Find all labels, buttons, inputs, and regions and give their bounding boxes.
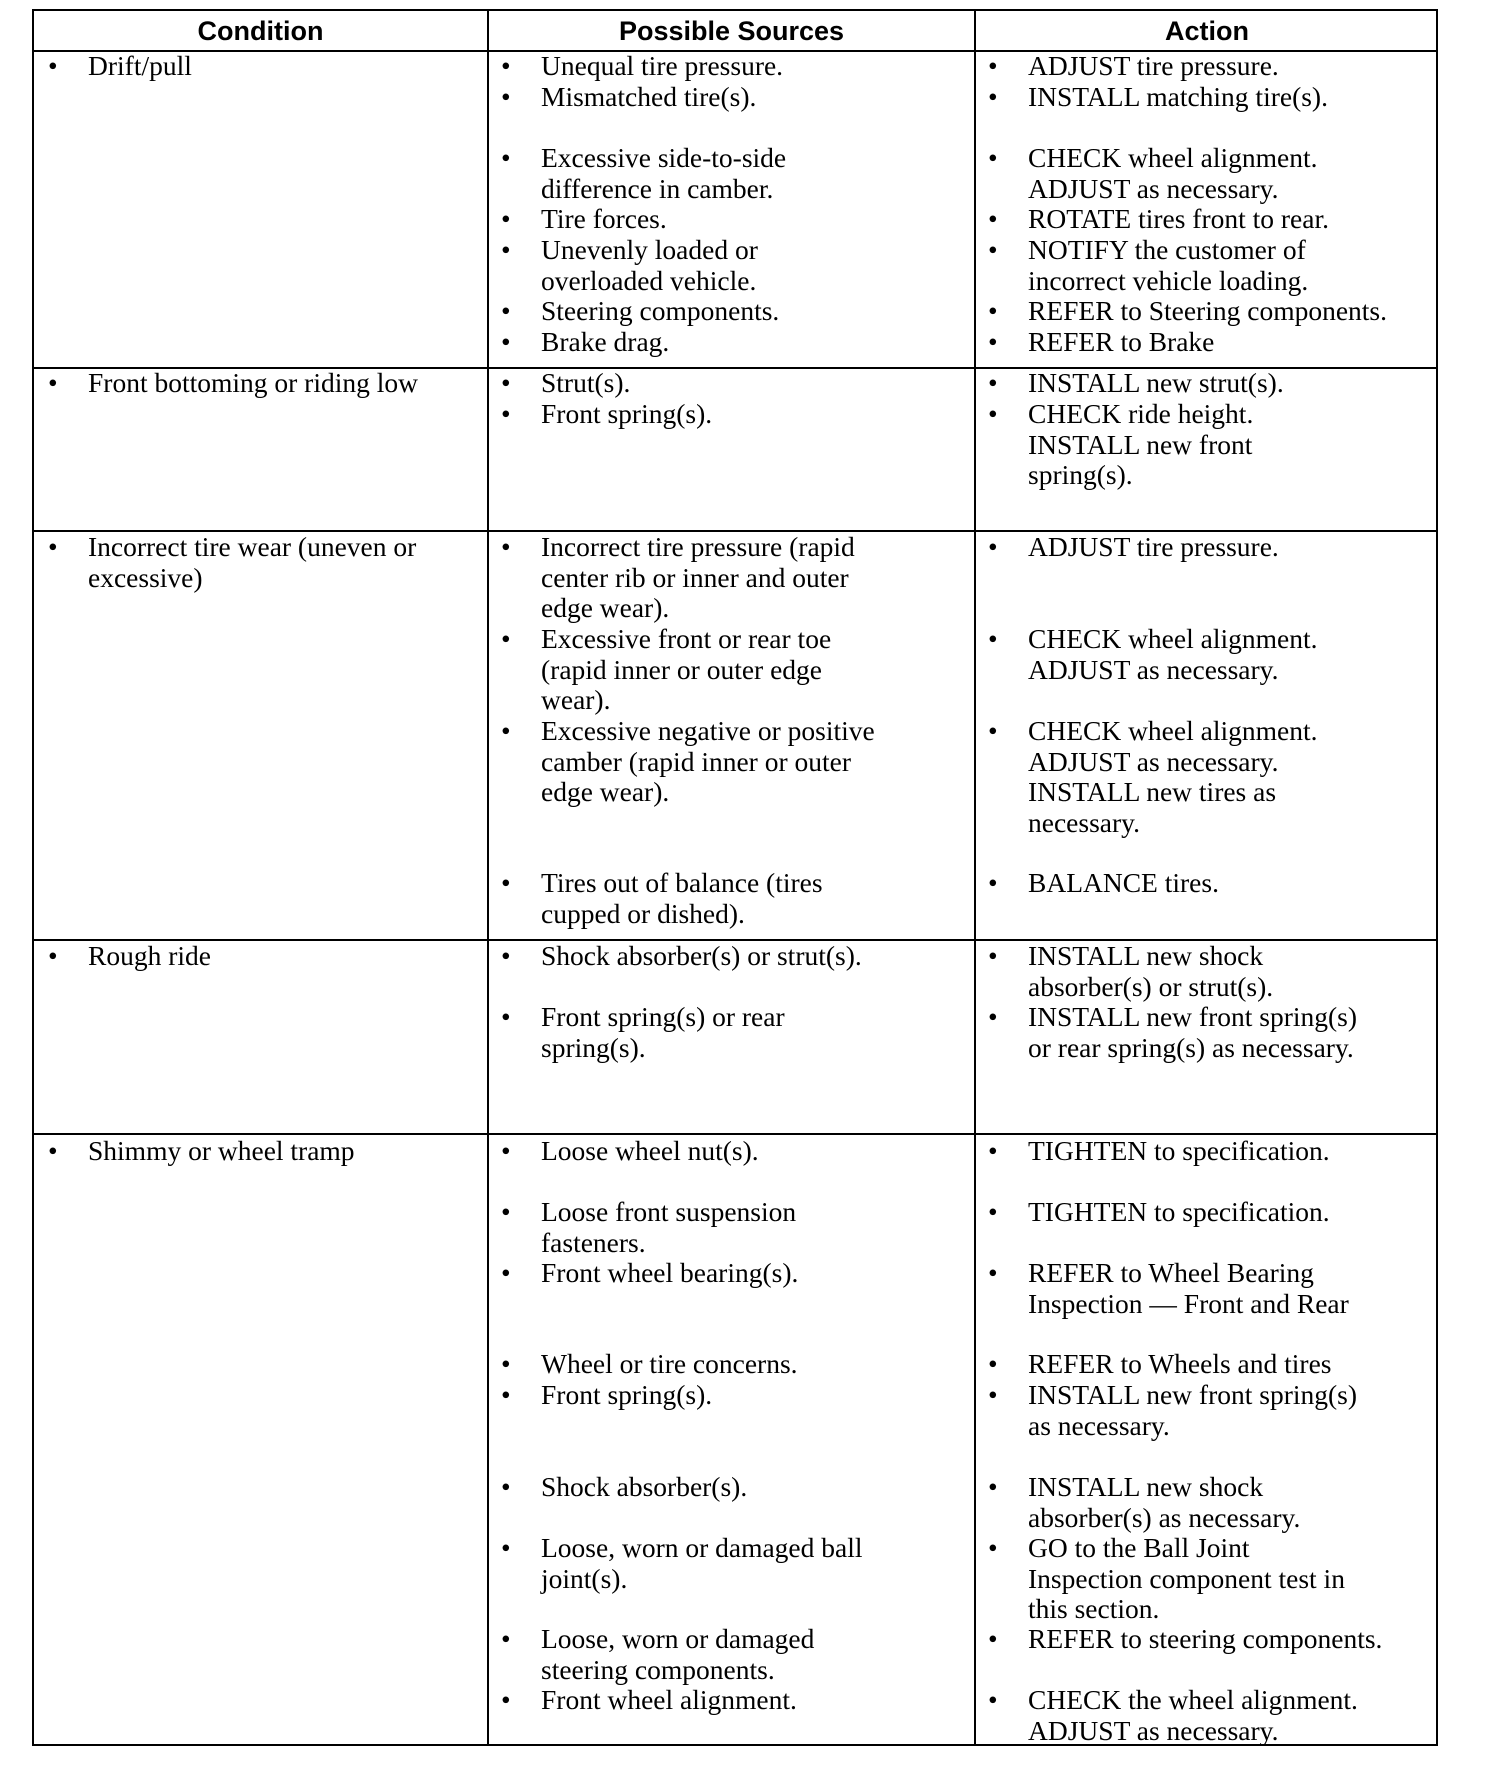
bullet: • <box>501 867 511 898</box>
bullet: • <box>501 1471 511 1502</box>
bullet: • <box>988 1348 998 1379</box>
bullet: • <box>988 1471 998 1502</box>
action-item <box>988 1533 1438 1625</box>
condition-item-text: Drift/pull <box>88 50 192 81</box>
source-item-text: Front spring(s) or rear spring(s). <box>541 1001 785 1063</box>
bullet: • <box>501 940 511 971</box>
bullet: • <box>988 1623 998 1654</box>
action-item-text: INSTALL new front spring(s) or rear spring(s) as necessary. <box>1028 1001 1358 1063</box>
bullet: • <box>501 1135 511 1166</box>
source-item <box>501 327 971 358</box>
bullet: • <box>501 1001 511 1032</box>
action-item <box>988 143 1438 204</box>
source-item-text: Front spring(s). <box>541 398 713 429</box>
source-item-text: Excessive side-to-side difference in camber. <box>541 142 787 204</box>
source-item-text: Strut(s). <box>541 367 631 398</box>
source-item-text: Shock absorber(s) or strut(s). <box>541 940 862 971</box>
action-item-text: INSTALL new strut(s). <box>1028 367 1284 398</box>
bullet: • <box>501 50 511 81</box>
source-item <box>501 868 971 929</box>
action-item <box>988 868 1438 899</box>
source-item <box>501 1624 971 1685</box>
action-item <box>988 624 1438 685</box>
condition-item-text: Incorrect tire wear (uneven or excessive) <box>88 531 417 593</box>
bullet: • <box>988 1684 998 1715</box>
bullet: • <box>501 1348 511 1379</box>
bullet: • <box>988 1379 998 1410</box>
source-item <box>501 399 971 430</box>
source-item <box>501 532 971 624</box>
source-item-text: Incorrect tire pressure (rapid center rib or inner and outer edge wear). <box>541 531 855 623</box>
bullet: • <box>988 203 998 234</box>
source-item-text: Wheel or tire concerns. <box>541 1348 798 1379</box>
bullet: • <box>501 715 511 746</box>
source-item-text: Excessive negative or positive camber (rapid inner or outer edge wear). <box>541 715 875 807</box>
bullet: • <box>988 1257 998 1288</box>
condition-item <box>48 51 468 82</box>
source-item <box>501 1258 971 1289</box>
bullet: • <box>988 81 998 112</box>
bullet: • <box>501 234 511 265</box>
action-item-text: INSTALL new front spring(s) as necessary. <box>1028 1379 1358 1441</box>
action-item <box>988 1472 1438 1533</box>
source-item <box>501 1136 971 1167</box>
source-item <box>501 1349 971 1380</box>
action-item <box>988 532 1438 563</box>
action-item <box>988 1624 1438 1655</box>
bullet: • <box>501 1623 511 1654</box>
bullet: • <box>48 531 58 562</box>
action-item <box>988 1349 1438 1380</box>
bullet: • <box>988 623 998 654</box>
bullet: • <box>988 50 998 81</box>
source-item-text: Steering components. <box>541 295 780 326</box>
action-item-text: INSTALL matching tire(s). <box>1028 81 1328 112</box>
action-item-text: GO to the Ball Joint Inspection component test in this section. <box>1028 1532 1345 1624</box>
source-item-text: Front wheel alignment. <box>541 1684 797 1715</box>
source-item <box>501 82 971 113</box>
action-item-text: REFER to Wheels and tires <box>1028 1348 1332 1379</box>
action-item <box>988 1197 1438 1228</box>
bullet: • <box>988 1135 998 1166</box>
source-item-text: Mismatched tire(s). <box>541 81 757 112</box>
source-item <box>501 941 971 972</box>
action-item-text: REFER to Steering components. <box>1028 295 1388 326</box>
header-action: Action <box>1165 16 1249 46</box>
action-item-text: REFER to Brake <box>1028 326 1215 357</box>
bullet: • <box>48 50 58 81</box>
source-item-text: Unequal tire pressure. <box>541 50 784 81</box>
source-item <box>501 1472 971 1503</box>
bullet: • <box>988 142 998 173</box>
action-item-text: REFER to steering components. <box>1028 1623 1383 1654</box>
source-item-text: Shock absorber(s). <box>541 1471 748 1502</box>
bullet: • <box>501 142 511 173</box>
bullet: • <box>988 1532 998 1563</box>
action-item <box>988 296 1438 327</box>
condition-item <box>48 941 468 972</box>
source-item <box>501 1002 971 1063</box>
source-item-text: Front spring(s). <box>541 1379 713 1410</box>
source-item <box>501 296 971 327</box>
condition-item-text: Shimmy or wheel tramp <box>88 1135 355 1166</box>
bullet: • <box>988 234 998 265</box>
condition-item-text: Front bottoming or riding low <box>88 367 418 398</box>
source-item-text: Excessive front or rear toe (rapid inner or outer edge wear). <box>541 623 832 715</box>
source-item <box>501 1533 971 1594</box>
source-item <box>501 368 971 399</box>
header-possible-sources: Possible Sources <box>618 16 845 46</box>
source-item <box>501 51 971 82</box>
bullet: • <box>988 398 998 429</box>
action-item-text: ROTATE tires front to rear. <box>1028 203 1329 234</box>
action-item <box>988 51 1438 82</box>
source-item-text: Loose, worn or damaged steering components. <box>541 1623 815 1685</box>
action-item <box>988 1002 1438 1063</box>
action-item-text: BALANCE tires. <box>1028 867 1219 898</box>
bullet: • <box>501 326 511 357</box>
action-item-text: ADJUST tire pressure. <box>1028 50 1279 81</box>
action-item-text: TIGHTEN to specification. <box>1028 1196 1330 1227</box>
bullet: • <box>988 1196 998 1227</box>
header-condition: Condition <box>197 16 324 46</box>
action-item-text: REFER to Wheel Bearing Inspection — Front and Rear <box>1028 1257 1349 1319</box>
action-item <box>988 716 1438 838</box>
action-item <box>988 1685 1438 1746</box>
bullet: • <box>988 867 998 898</box>
source-item-text: Loose wheel nut(s). <box>541 1135 759 1166</box>
bullet: • <box>988 715 998 746</box>
action-item <box>988 399 1438 491</box>
source-item <box>501 143 971 204</box>
bullet: • <box>988 940 998 971</box>
source-item <box>501 1197 971 1258</box>
bullet: • <box>988 295 998 326</box>
column-divider <box>974 11 976 1744</box>
action-item <box>988 204 1438 235</box>
bullet: • <box>48 367 58 398</box>
action-item <box>988 368 1438 399</box>
action-item <box>988 1380 1438 1441</box>
action-item <box>988 327 1438 358</box>
source-item <box>501 624 971 716</box>
action-item-text: TIGHTEN to specification. <box>1028 1135 1330 1166</box>
source-item-text: Front wheel bearing(s). <box>541 1257 799 1288</box>
action-item-text: NOTIFY the customer of incorrect vehicle loading. <box>1028 234 1309 296</box>
action-item-text: CHECK the wheel alignment. ADJUST as necessary. <box>1028 1684 1358 1746</box>
action-item-text: CHECK wheel alignment. ADJUST as necessary. INSTALL new tires as necessary. <box>1028 715 1318 838</box>
bullet: • <box>501 1532 511 1563</box>
condition-item <box>48 1136 468 1167</box>
action-item-text: INSTALL new shock absorber(s) or strut(s). <box>1028 940 1274 1002</box>
source-item <box>501 1380 971 1411</box>
source-item <box>501 235 971 296</box>
bullet: • <box>501 1196 511 1227</box>
bullet: • <box>501 367 511 398</box>
bullet: • <box>501 1684 511 1715</box>
source-item-text: Brake drag. <box>541 326 670 357</box>
bullet: • <box>501 1379 511 1410</box>
source-item-text: Tire forces. <box>541 203 667 234</box>
action-item <box>988 235 1438 296</box>
bullet: • <box>988 367 998 398</box>
bullet: • <box>988 531 998 562</box>
bullet: • <box>501 1257 511 1288</box>
bullet: • <box>988 326 998 357</box>
source-item <box>501 204 971 235</box>
action-item-text: ADJUST tire pressure. <box>1028 531 1279 562</box>
bullet: • <box>501 623 511 654</box>
bullet: • <box>501 398 511 429</box>
action-item-text: INSTALL new shock absorber(s) as necessary. <box>1028 1471 1301 1533</box>
action-item-text: CHECK ride height. INSTALL new front spring(s). <box>1028 398 1254 490</box>
source-item-text: Unevenly loaded or overloaded vehicle. <box>541 234 758 296</box>
action-item <box>988 1258 1438 1319</box>
action-item <box>988 82 1438 113</box>
source-item-text: Loose front suspension fasteners. <box>541 1196 797 1258</box>
bullet: • <box>501 295 511 326</box>
column-divider <box>487 11 489 1744</box>
bullet: • <box>501 531 511 562</box>
bullet: • <box>48 940 58 971</box>
source-item-text: Tires out of balance (tires cupped or dished). <box>541 867 823 929</box>
source-item <box>501 716 971 808</box>
source-item-text: Loose, worn or damaged ball joint(s). <box>541 1532 863 1594</box>
bullet: • <box>501 81 511 112</box>
bullet: • <box>501 203 511 234</box>
action-item <box>988 941 1438 1002</box>
condition-item <box>48 532 468 593</box>
condition-item-text: Rough ride <box>88 940 211 971</box>
source-item <box>501 1685 971 1716</box>
action-item <box>988 1136 1438 1167</box>
action-item-text: CHECK wheel alignment. ADJUST as necessary. <box>1028 623 1318 685</box>
bullet: • <box>48 1135 58 1166</box>
bullet: • <box>988 1001 998 1032</box>
action-item-text: CHECK wheel alignment. ADJUST as necessary. <box>1028 142 1318 204</box>
condition-item <box>48 368 468 399</box>
